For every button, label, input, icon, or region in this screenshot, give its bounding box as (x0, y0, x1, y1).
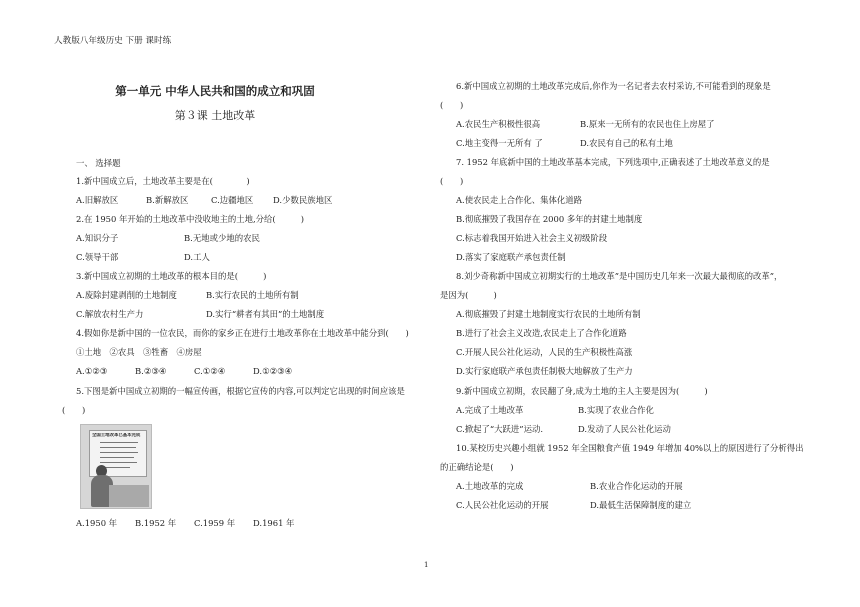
q5-option-c[interactable]: C.1959 年 (194, 518, 236, 528)
q6-option-b[interactable]: B.原来一无所有的农民也住上房屋了 (580, 119, 715, 129)
q8-option-b[interactable]: B.进行了社会主义改造,农民走上了合作化道路 (456, 328, 627, 338)
unit-title: 第一单元 中华人民共和国的成立和巩固 (115, 84, 315, 98)
q1-option-c[interactable]: C.边疆地区 (211, 195, 254, 205)
q8-option-c[interactable]: C.开展人民公社化运动，人民的生产积极性高涨 (456, 347, 633, 357)
q10-option-a[interactable]: A.土地改革的完成 (456, 481, 524, 491)
question-1-stem: 1.新中国成立后，土地改革主要是在( ) (76, 176, 250, 186)
table-shape (109, 485, 149, 507)
q4-option-b[interactable]: B.②③④ (135, 366, 167, 376)
q3-option-d[interactable]: D.实行“耕者有其田”的土地制度 (206, 309, 325, 319)
poster-title: 全国土地改革已基本完成 (92, 433, 141, 438)
q3-option-b[interactable]: B.实行农民的土地所有制 (206, 290, 299, 300)
q7-option-d[interactable]: D.落实了家庭联产承包责任制 (456, 252, 566, 262)
section-heading: 一、 选择题 (76, 158, 121, 168)
q4-items: ①土地 ②农具 ③牲畜 ④房屋 (76, 347, 202, 357)
question-6-stem: 6.新中国成立初期的土地改革完成后,你作为一名记者去农村采访,不可能看到的现象是 (456, 81, 771, 91)
q5-option-b[interactable]: B.1952 年 (135, 518, 177, 528)
q3-option-c[interactable]: C.解放农村生产力 (76, 309, 144, 319)
question-7-blank: ( ) (440, 176, 464, 186)
lesson-title: 第３课 土地改革 (174, 109, 256, 122)
q6-option-d[interactable]: D.农民有自己的私有土地 (580, 138, 673, 148)
q2-option-d[interactable]: D.工人 (184, 252, 210, 262)
q7-option-a[interactable]: A.使农民走上合作化、集体化道路 (456, 195, 582, 205)
question-7-stem: 7. 1952 年底新中国的土地改革基本完成，下列选项中,正确表述了土地改革意义的是 (456, 157, 770, 167)
question-4-stem: 4.假如你是新中国的一位农民，而你的家乡正在进行土地改革你在土地改革中能分到( ) (76, 328, 409, 338)
page-number: 1 (424, 561, 429, 569)
question-8-stem-cont: 是因为( ) (440, 290, 497, 300)
q9-option-a[interactable]: A.完成了土地改革 (456, 405, 524, 415)
q7-option-c[interactable]: C.标志着我国开始进入社会主义初级阶段 (456, 233, 608, 243)
question-3-stem: 3.新中国成立初期的土地改革的根本目的是( ) (76, 271, 267, 281)
q5-option-d[interactable]: D.1961 年 (253, 518, 295, 528)
q10-option-b[interactable]: B.农业合作化运动的开展 (590, 481, 683, 491)
question-9-stem: 9.新中国成立初期，农民翻了身,成为土地的主人主要是因为( ) (456, 386, 708, 396)
q6-option-a[interactable]: A.农民生产积极性很高 (456, 119, 541, 129)
question-5-blank: ( ) (62, 405, 86, 415)
q9-option-d[interactable]: D.发动了人民公社化运动 (578, 424, 671, 434)
question-10-stem-cont: 的正确结论是( ) (440, 462, 514, 472)
question-5-stem: 5.下图是新中国成立初期的一幅宣传画，根据它宣传的内容,可以判定它出现的时间应该是 (76, 386, 405, 396)
page-header: 人教版八年级历史 下册 课时练 (54, 36, 172, 46)
q4-option-c[interactable]: C.①②④ (194, 366, 226, 376)
q5-option-a[interactable]: A.1950 年 (76, 518, 118, 528)
q2-option-c[interactable]: C.领导干部 (76, 252, 119, 262)
propaganda-poster-image (80, 424, 152, 509)
q2-option-a[interactable]: A.知识分子 (76, 233, 119, 243)
q4-option-a[interactable]: A.①②③ (76, 366, 108, 376)
q6-option-c[interactable]: C.地主变得一无所有 了 (456, 138, 543, 148)
q10-option-d[interactable]: D.最低生活保障制度的建立 (590, 500, 692, 510)
q1-option-d[interactable]: D.少数民族地区 (273, 195, 333, 205)
q1-option-b[interactable]: B.新解放区 (146, 195, 189, 205)
question-10-stem: 10.某校历史兴趣小组就 1952 年全国粮食产值 1949 年增加 40%以上的原因进行了分析得出 (456, 443, 804, 453)
q1-option-a[interactable]: A.旧解放区 (76, 195, 119, 205)
q7-option-b[interactable]: B.彻底摧毁了我国存在 2000 多年的封建土地制度 (456, 214, 643, 224)
q9-option-c[interactable]: C.掀起了“大跃进”运动. (456, 424, 543, 434)
q2-option-b[interactable]: B.无地或少地的农民 (184, 233, 260, 243)
q4-option-d[interactable]: D.①②③④ (253, 366, 293, 376)
q9-option-b[interactable]: B.实现了农业合作化 (578, 405, 654, 415)
question-6-blank: ( ) (440, 100, 464, 110)
question-8-stem: 8.刘少奇称新中国成立初期实行的土地改革”是中国历史几年来一次最大最彻底的改革”， (456, 271, 783, 281)
q8-option-a[interactable]: A.彻底摧毁了封建土地制度实行农民的土地所有制 (456, 309, 641, 319)
question-2-stem: 2.在 1950 年开始的土地改革中没收地主的土地,分给( ) (76, 214, 305, 224)
q10-option-c[interactable]: C.人民公社化运动的开展 (456, 500, 549, 510)
q8-option-d[interactable]: D.实行家庭联产承包责任制极大地解放了生产力 (456, 366, 633, 376)
q3-option-a[interactable]: A.废除封建剥削的土地制度 (76, 290, 177, 300)
